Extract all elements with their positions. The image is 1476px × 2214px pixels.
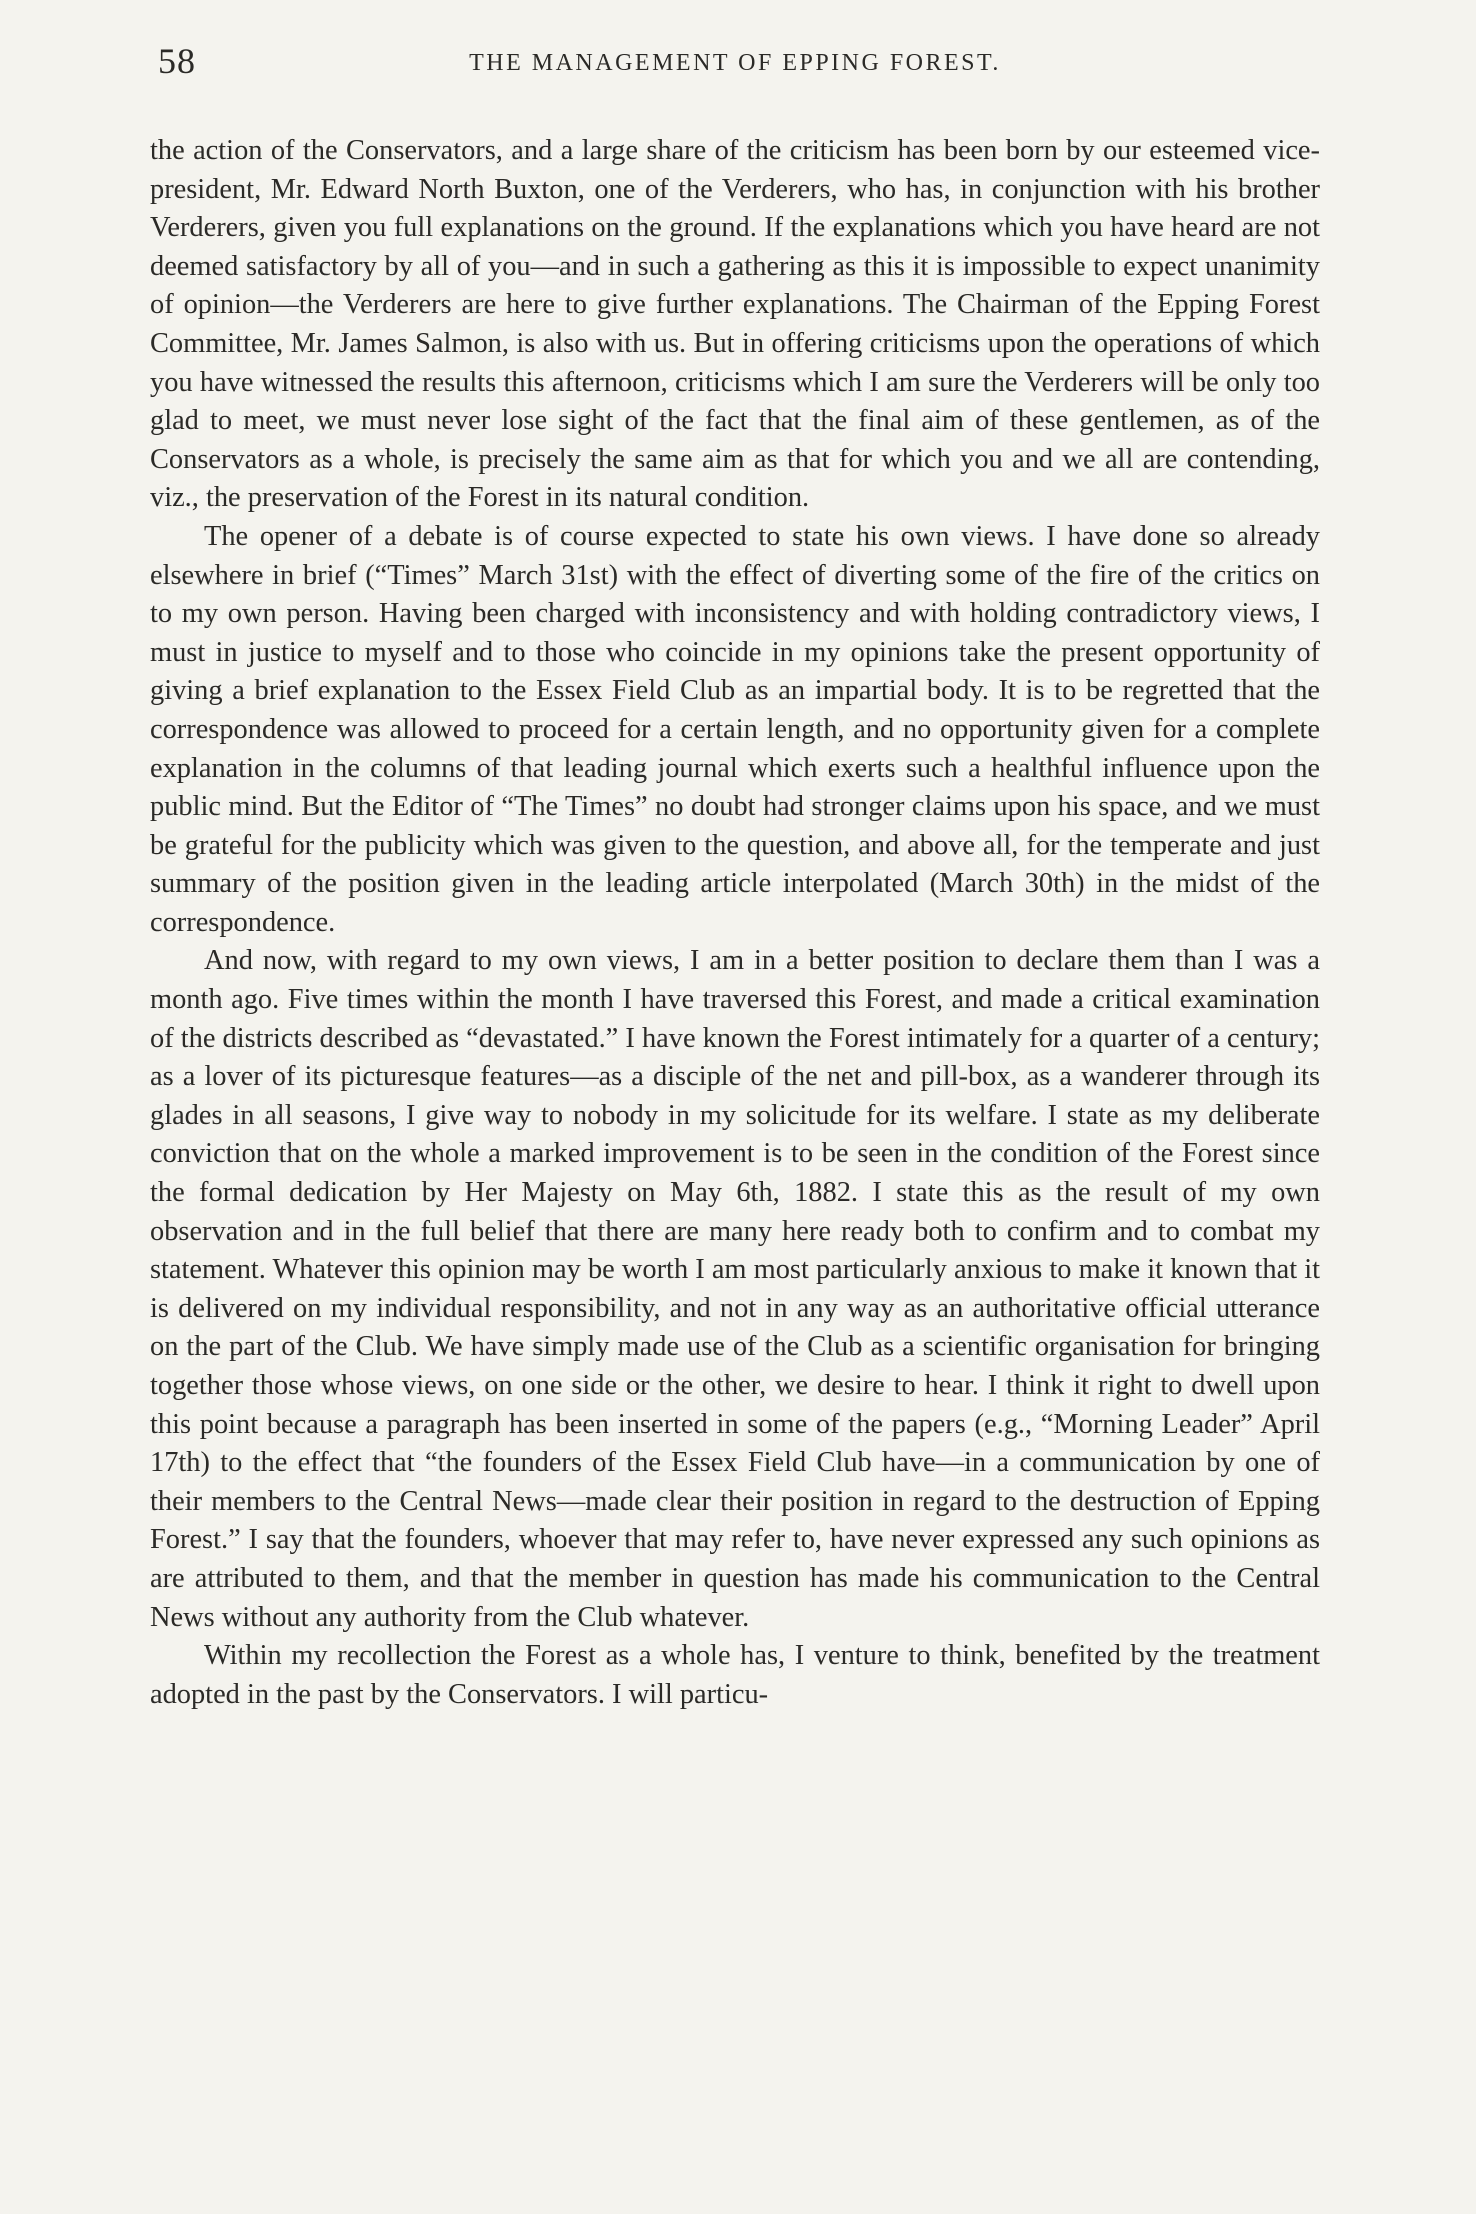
paragraph: Within my recollection the Forest as a whole has, I venture to think, benefited by the treatment adopted in the past by the Conservators. I will particu- [150,1640,1320,1710]
page [150,40,1320,1714]
paragraph: And now, with regard to my own views, I am in a better position to declare them than I was a month ago. Five times within the month I have traversed this Forest, and made a critical examination of the districts described as “devastated.” I have known the Forest intimately for a quarter of a century; as a lover of its picturesque features—as a disciple of the net and pill-box, as a wanderer through its glades in all seasons, I give way to nobody in my solicitude for its welfare. I state as my deliberate conviction that on the whole a marked improvement is to be seen in the condition of the Forest since the formal dedication by Her Majesty on May 6th, 1882. I state this as the result of my own observation and in the full belief that there are many here ready both to confirm and to combat my statement. Whatever this opinion may be worth I am most particularly anxious to make it known that it is delivered on my individual responsibility, and not in any way as an authoritative official utterance on the part of the Club. We have simply made use of the Club as a scientific organisation for bringing together those whose views, on one side or the other, we desire to hear. I think it right to dwell upon this point because a paragraph has been inserted in some of the papers (e.g., “Morning Leader” April 17th) to the effect that “the founders of the Essex Field Club have—in a communication by one of their members to the Central News—made clear their position in regard to the destruction of Epping Forest.” I say that the founders, whoever that may refer to, have never expressed any such opinions as are attributed to them, and that the member in question has made his communication to the Central News without any authority from the Club whatever. [150,945,1320,1633]
page-header [150,40,1320,88]
paragraph: The opener of a debate is of course expected to state his own views. I have done so already elsewhere in brief (“Times” March 31st) with the effect of diverting some of the fire of the critics on to my own person. Having been charged with inconsistency and with holding contradictory views, I must in justice to myself and to those who coincide in my opinions take the present opportunity of giving a brief explanation to the Essex Field Club as an impartial body. It is to be regretted that the correspondence was allowed to proceed for a certain length, and no opportunity given for a complete explanation in the columns of that leading journal which exerts such a healthful influence upon the public mind. But the Editor of “The Times” no doubt had stronger claims upon his space, and we must be grateful for the publicity which was given to the question, and above all, for the temperate and just summary of the position given in the leading article interpolated (March 30th) in the midst of the correspondence. [150,520,1320,938]
paragraph-continuation: the action of the Conservators, and a large share of the criticism has been born by our esteemed vice-president, Mr. Edward North Buxton, one of the Verderers, who has, in conjunction with his brother Verderers, given you full explanations on the ground. If the explanations which you have heard are not deemed satisfactory by all of you—and in such a gathering as this it is impossible to expect unanimity of opinion—the Verderers are here to give further explanations. The Chairman of the Epping Forest Committee, Mr. James Salmon, is also with us. But in offering criticisms upon the operations of which you have witnessed the results this afternoon, criticisms which I am sure the Verderers will be only too glad to meet, we must never lose sight of the fact that the final aim of these gentlemen, as of the Conservators as a whole, is precisely the same aim as that for which you and we all are contending, viz., the preservation of the Forest in its natural condition. [150,135,1320,514]
running-head: THE MANAGEMENT OF EPPING FOREST. [469,50,1001,76]
page-number: 58 [158,41,196,81]
body-text [150,132,1320,1714]
